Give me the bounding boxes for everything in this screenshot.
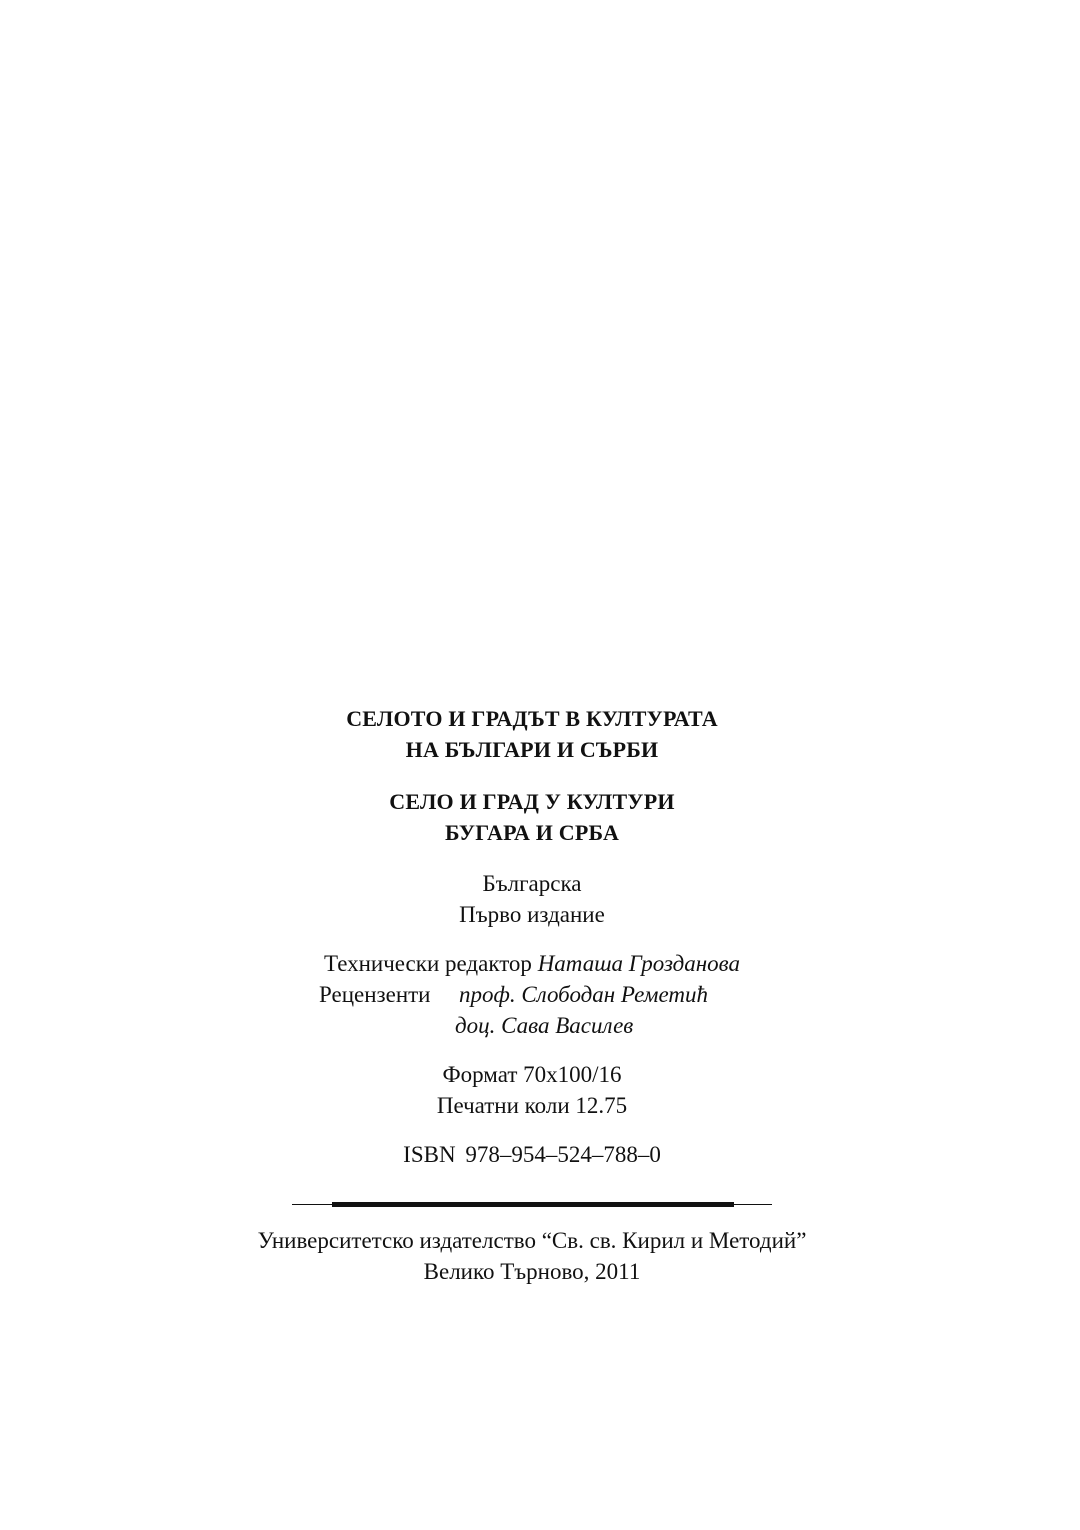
technical-editor-line: [0, 948, 1064, 979]
reviewer-name-2: доц. Сава Василев: [455, 1013, 634, 1038]
format-info: [0, 1059, 1064, 1121]
printed-sheets: Печатни коли 12.75: [436, 1093, 628, 1118]
divider-thick-line: [332, 1202, 734, 1207]
publisher-name: Университетско издателство “Св. св. Кирил и Методий”: [257, 1228, 807, 1253]
edition-number: Първо издание: [459, 902, 605, 927]
technical-editor-label: Технически редактор: [324, 951, 538, 976]
title-serbian-line-1: СЕЛО И ГРАД У КУЛТУРИ: [389, 789, 675, 814]
publisher-info: [0, 1225, 1064, 1287]
title-bulgarian-line-1: СЕЛОТО И ГРАДЪТ В КУЛТУРАТА: [346, 706, 718, 731]
divider-rule: [292, 1202, 772, 1208]
title-serbian-line-2: БУГАРА И СРБА: [444, 820, 620, 845]
format-size: Формат 70x100/16: [442, 1062, 622, 1087]
publisher-place-year: Велико Търново, 2011: [423, 1259, 641, 1284]
title-serbian: [0, 786, 1064, 848]
reviewer-line-2: [0, 1010, 1064, 1041]
reviewers-label: Рецензенти: [319, 982, 431, 1007]
credits: [0, 948, 1064, 1041]
edition-language: Българска: [482, 871, 582, 896]
title-bulgarian-line-2: НА БЪЛГАРИ И СЪРБИ: [405, 737, 659, 762]
isbn: ISBN 978–954–524–788–0: [403, 1142, 661, 1167]
title-bulgarian: [0, 703, 1064, 765]
colophon: [0, 703, 1064, 1287]
reviewer-line-1: [0, 979, 1064, 1010]
edition-info: [0, 868, 1064, 930]
technical-editor-name: Наташа Грозданова: [537, 951, 740, 976]
reviewer-name-1: проф. Слободан Реметић: [459, 982, 708, 1007]
